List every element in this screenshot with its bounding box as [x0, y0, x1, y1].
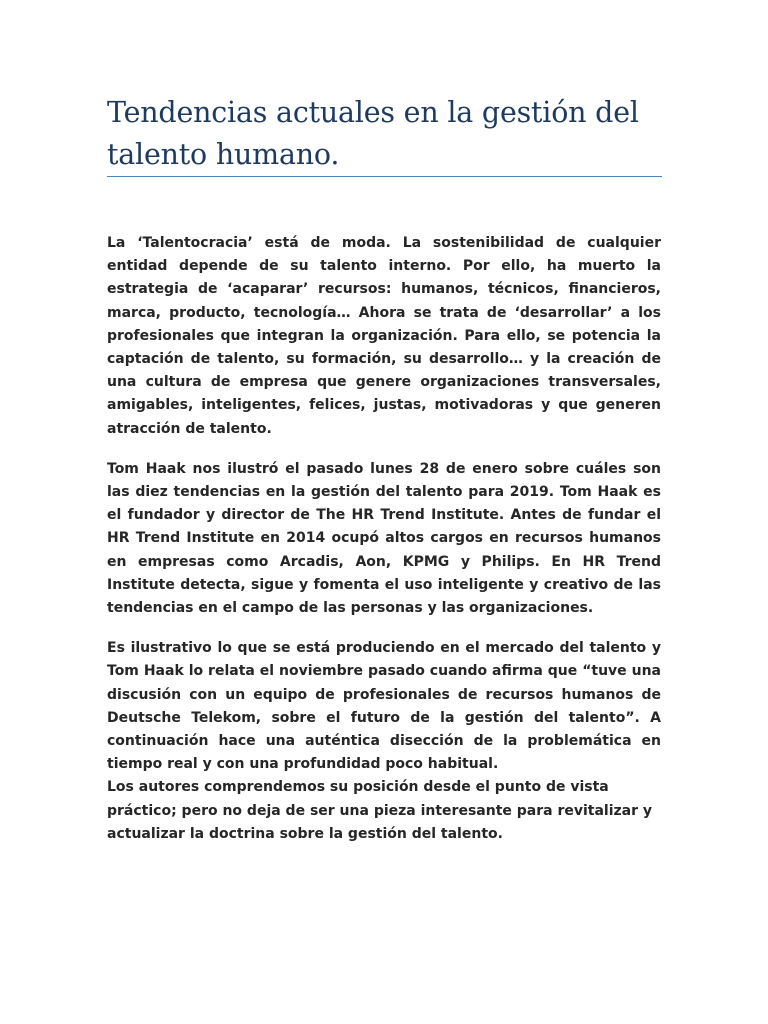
paragraph-tom-haak: Tom Haak nos ilustró el pasado lunes 28 de enero sobre cuáles son las diez tendencias en la gestión del talento para 2019. Tom Haak es el fundador y director de The HR Trend Institute. Antes de fundar el HR Trend Institute en 2014 ocupó altos cargos en recursos humanos en empresas como Arcadis, Aon, KPMG y Philips. En HR Trend Institute detecta, sigue y fomenta el uso inteligente y creativo de las tendencias en el campo de las personas y las organizaciones. [107, 460, 661, 617]
document-body [107, 232, 661, 863]
paragraph-talentocracia: La ‘Talentocracia’ está de moda. La sostenibilidad de cualquier entidad depende de su talento interno. Por ello, ha muerto la estrategia de ‘acaparar’ recursos: humanos, técnicos, financieros, marca, producto, tecnología… Ahora se trata de ‘desarrollar’ a los profesionales que integran la organización. Para ello, se potencia la captación de talento, su formación, su desarrollo… y la creación de una cultura de empresa que genere organizaciones transversales, amigables, inteligentes, felices, justas, motivadoras y que generen atracción de talento. [107, 235, 661, 437]
paragraph-mercado-talento: Es ilustrativo lo que se está produciendo en el mercado del talento y Tom Haak lo relata el noviembre pasado cuando afirma que “tuve una discusión con un equipo de profesionales de recursos humanos de Deutsche Telekom, sobre el futuro de la gestión del talento”. A continuación hace una auténtica disección de la problemática en tiempo real y con una profundidad poco habitual. [107, 640, 661, 773]
document-title: Tendencias actuales en la gestión del talento humano. [107, 96, 639, 171]
title-underline [107, 176, 662, 177]
paragraph-autores: Los autores comprendemos su posición desde el punto de vista práctico; pero no deja de ser una pieza interesante para revitalizar y actualizar la doctrina sobre la gestión del talento. [107, 779, 653, 842]
